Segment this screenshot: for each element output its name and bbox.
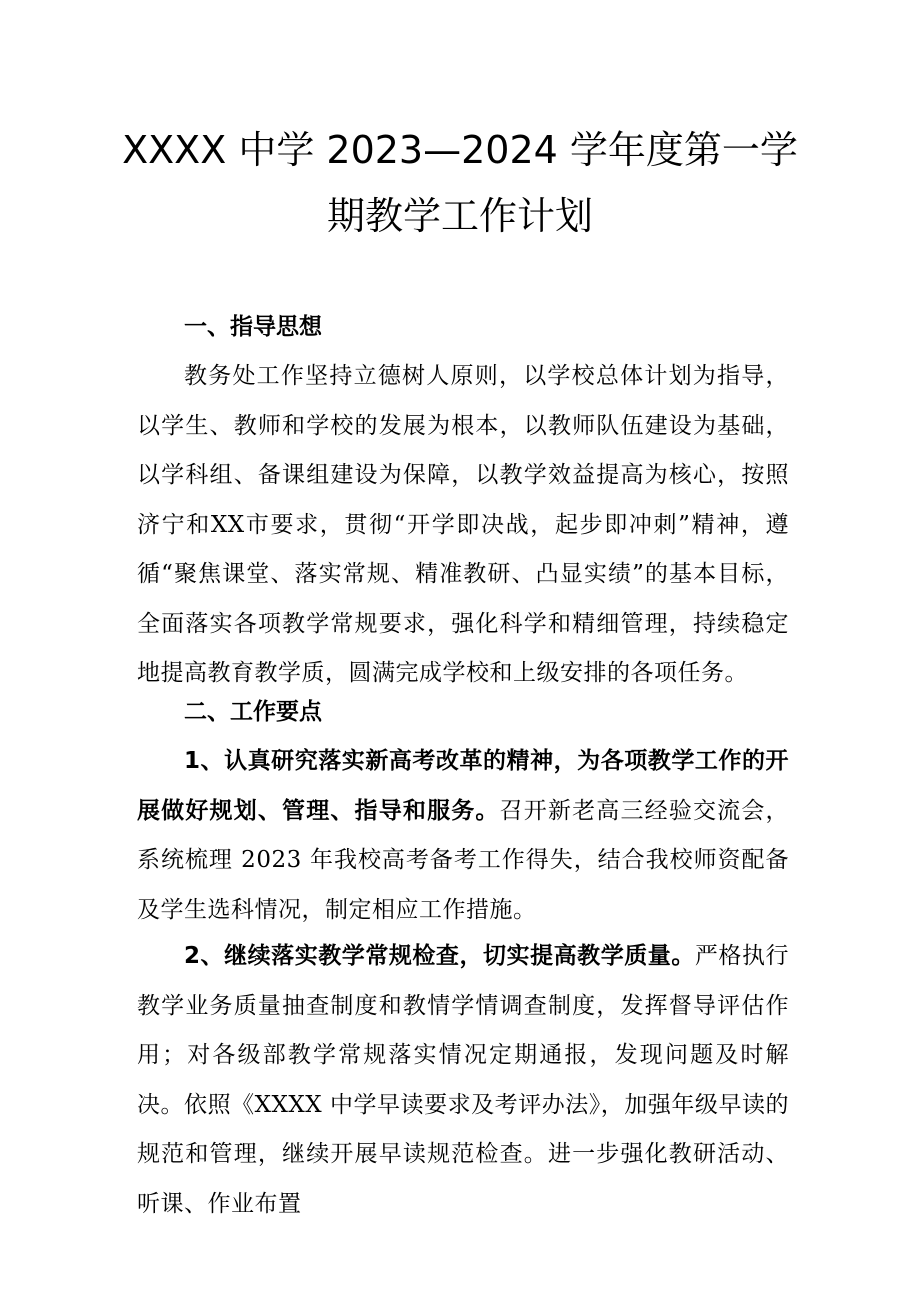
- paragraph-guiding-ideology: 教务处工作坚持立德树人原则，以学校总体计划为指导，以学生、教师和学校的发展为根本，以教师队伍建设为基础，以学科组、备课组建设为保障，以教学效益提高为核心，按照济宁和XX市要求，贯彻“开学即决战，起步即冲刺”精神，遵循“聚焦课堂、落实常规、精准教研、凸显实绩”的基本目标，全面落实各项教学常规要求，强化科学和精细管理，持续稳定地提高教育教学质，圆满完成学校和上级安排的各项任务。: [137, 363, 789, 686]
- paragraph-work-point-1: [137, 737, 789, 935]
- work-point-2-text: 严格执行教学业务质量抽查制度和教情学情调查制度，发挥督导评估作用；对各级部教学常规落实情况定期通报，发现问题及时解决。依照《XXXX 中学早读要求及考评办法》，加强年级早读的规范和管理，继续开展早读规范检查。进一步强化教研活动、听课、作业布置: [137, 943, 789, 1217]
- work-point-2-lead: 2、继续落实教学常规检查，切实提高教学质量。: [184, 943, 695, 969]
- paragraph-work-point-2: [137, 932, 789, 1229]
- document-title-line-2: 期教学工作计划: [326, 194, 593, 238]
- work-point-1-text: 召开新老高三经验交流会，系统梳理 2023 年我校高考备考工作得失，结合我校师资配备及学生选科情况，制定相应工作措施。: [137, 797, 790, 923]
- document-title-line-1: XXXX 中学 2023—2024 学年度第一学: [122, 128, 798, 172]
- section-heading-work-points: 二、工作要点: [184, 699, 322, 725]
- work-point-1-lead: 1、认真研究落实新高考改革的精神，为各项教学工作的开展做好规划、管理、指导和服务。: [137, 748, 789, 824]
- section-heading-guiding-ideology: 一、指导思想: [184, 314, 322, 340]
